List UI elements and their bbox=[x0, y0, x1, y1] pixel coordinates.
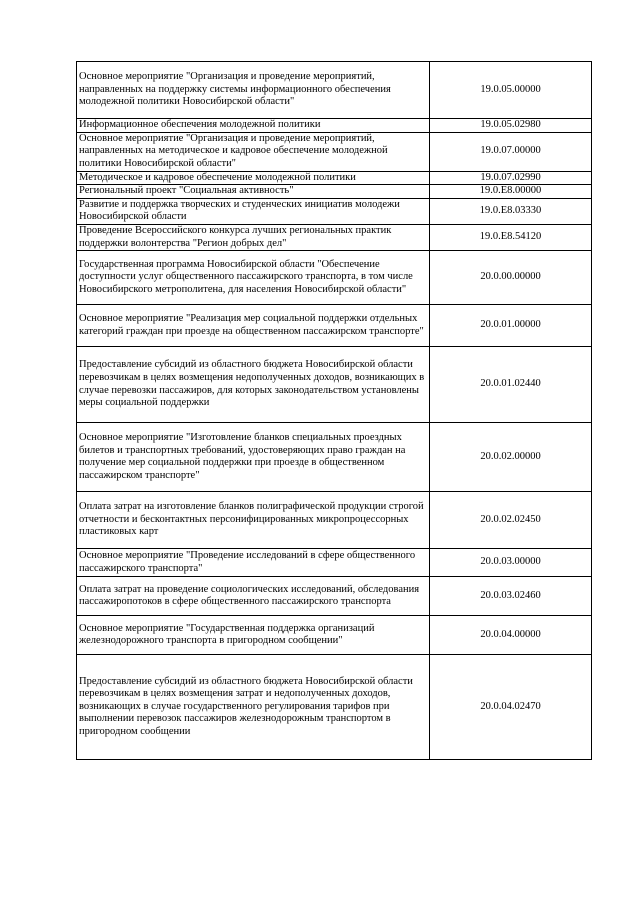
table-row bbox=[77, 577, 592, 616]
row-name: Предоставление субсидий из областного бюджета Новосибирской области перевозчикам в целях возмещения недополученных доходов, возникающих в случае перевозки пассажиров, для которых законодательством установлены меры социальной поддержки bbox=[77, 347, 430, 423]
row-name: Основное мероприятие "Изготовление бланков специальных проездных билетов и транспортных требований, удостоверяющих право граждан на получение мер социальной поддержки при проезде в общественном пассажирском транспорте" bbox=[77, 423, 430, 492]
table-row bbox=[77, 198, 592, 224]
row-code: 19.0.E8.03330 bbox=[430, 198, 592, 224]
table-row bbox=[77, 171, 592, 185]
row-name: Основное мероприятие "Проведение исследований в сфере общественного пассажирского транспорта" bbox=[77, 549, 430, 577]
row-code: 20.0.00.00000 bbox=[430, 251, 592, 305]
row-code: 19.0.07.02990 bbox=[430, 171, 592, 185]
row-code: 20.0.02.02450 bbox=[430, 492, 592, 549]
row-code: 19.0.E8.54120 bbox=[430, 224, 592, 250]
table-row bbox=[77, 62, 592, 119]
table-row bbox=[77, 492, 592, 549]
row-code: 20.0.02.00000 bbox=[430, 423, 592, 492]
table-row bbox=[77, 251, 592, 305]
table-row bbox=[77, 423, 592, 492]
row-code: 19.0.07.00000 bbox=[430, 132, 592, 171]
row-code: 20.0.01.02440 bbox=[430, 347, 592, 423]
row-name: Основное мероприятие "Реализация мер социальной поддержки отдельных категорий граждан при проезде на общественном пассажирском транспорте" bbox=[77, 305, 430, 347]
row-name: Развитие и поддержка творческих и студенческих инициатив молодежи Новосибирской области bbox=[77, 198, 430, 224]
budget-classification-table bbox=[76, 61, 592, 760]
row-name: Основное мероприятие "Организация и проведение мероприятий, направленных на методическое и кадровое обеспечение молодежной политики Новосибирской области" bbox=[77, 132, 430, 171]
table-row bbox=[77, 616, 592, 655]
row-code: 20.0.03.02460 bbox=[430, 577, 592, 616]
row-code: 20.0.03.00000 bbox=[430, 549, 592, 577]
row-name: Основное мероприятие "Государственная поддержка организаций железнодорожного транспорта в пригородном сообщении" bbox=[77, 616, 430, 655]
table-row bbox=[77, 655, 592, 760]
table-row bbox=[77, 224, 592, 250]
row-name: Проведение Всероссийского конкурса лучших региональных практик поддержки волонтерства "Регион добрых дел" bbox=[77, 224, 430, 250]
row-code: 19.0.E8.00000 bbox=[430, 185, 592, 199]
table-row bbox=[77, 132, 592, 171]
table-row bbox=[77, 305, 592, 347]
row-name: Предоставление субсидий из областного бюджета Новосибирской области перевозчикам в целях возмещения затрат и недополученных доходов, возникающих в случае государственного регулирования тарифов при выполнении перевозок пассажиров железнодорожным транспортом в пригородном сообщении bbox=[77, 655, 430, 760]
row-code: 19.0.05.00000 bbox=[430, 62, 592, 119]
row-code: 20.0.04.00000 bbox=[430, 616, 592, 655]
row-name: Государственная программа Новосибирской области "Обеспечение доступности услуг общественного пассажирского транспорта, в том числе Новосибирского метрополитена, для населения Новосибирской области" bbox=[77, 251, 430, 305]
row-name: Региональный проект "Социальная активность" bbox=[77, 185, 430, 199]
row-code: 19.0.05.02980 bbox=[430, 119, 592, 133]
row-name: Информационное обеспечения молодежной политики bbox=[77, 119, 430, 133]
row-name: Методическое и кадровое обеспечение молодежной политики bbox=[77, 171, 430, 185]
row-name: Оплата затрат на проведение социологических исследований, обследования пассажиропотоков в сфере общественного пассажирского транспорта bbox=[77, 577, 430, 616]
row-code: 20.0.01.00000 bbox=[430, 305, 592, 347]
table-row bbox=[77, 185, 592, 199]
table-row bbox=[77, 347, 592, 423]
table-row bbox=[77, 549, 592, 577]
row-name: Оплата затрат на изготовление бланков полиграфической продукции строгой отчетности и бесконтактных персонифицированных микропроцессорных пластиковых карт bbox=[77, 492, 430, 549]
row-name: Основное мероприятие "Организация и проведение мероприятий, направленных на поддержку системы информационного обеспечения молодежной политики Новосибирской области" bbox=[77, 62, 430, 119]
table-row bbox=[77, 119, 592, 133]
row-code: 20.0.04.02470 bbox=[430, 655, 592, 760]
